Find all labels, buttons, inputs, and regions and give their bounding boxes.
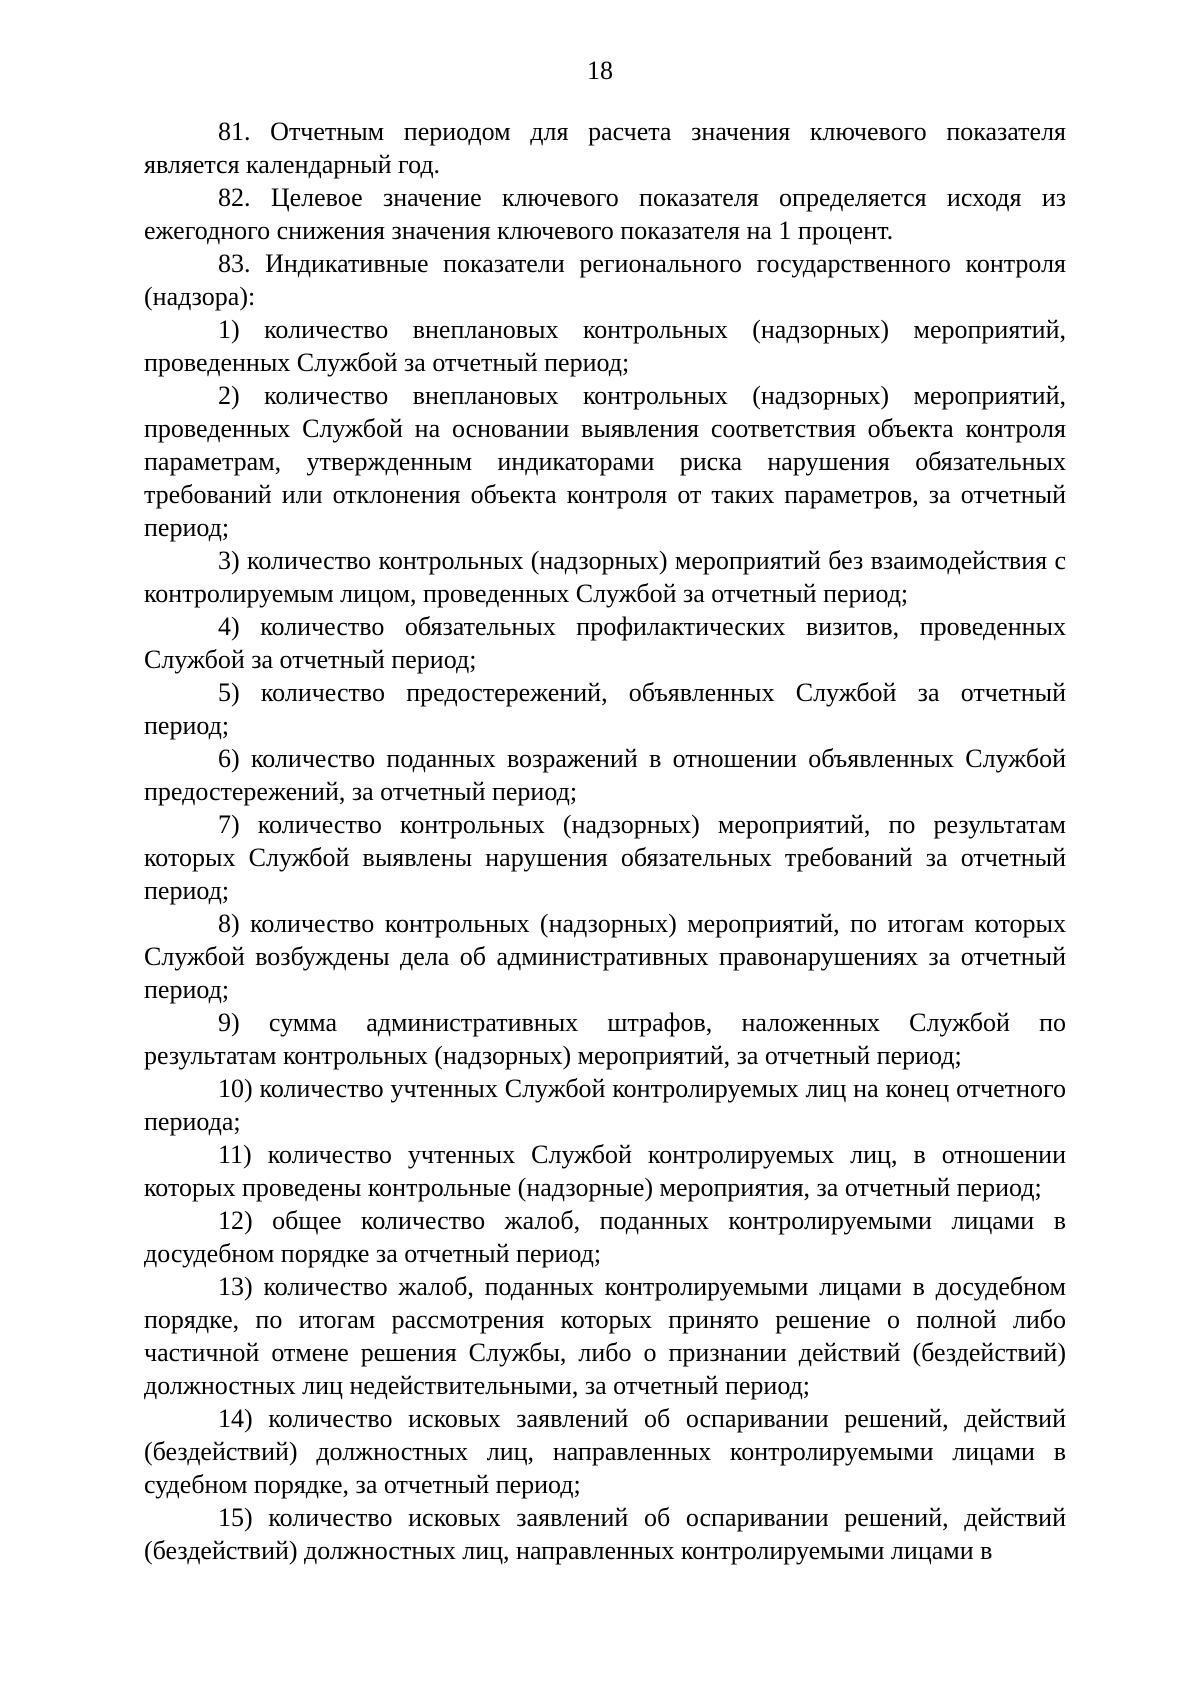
list-item-5: 5) количество предостережений, объявленных Службой за отчетный период; (144, 678, 1066, 740)
paragraph-82: 82. Целевое значение ключевого показателя определяется исходя из ежегодного снижения значения ключевого показателя на 1 процент. (144, 183, 1066, 245)
page-number: 18 (587, 56, 613, 85)
list-item-13: 13) количество жалоб, поданных контролируемыми лицами в досудебном порядке, по итогам рассмотрения которых принято решение о полной либо частичной отмене решения Службы, либо о признании действий (бездействий) должностных лиц недействительными, за отчетный период; (144, 1272, 1066, 1400)
list-item-12: 12) общее количество жалоб, поданных контролируемыми лицами в досудебном порядке за отчетный период; (144, 1206, 1066, 1268)
list-item-1: 1) количество внеплановых контрольных (надзорных) мероприятий, проведенных Службой за отчетный период; (144, 315, 1066, 377)
list-item-10: 10) количество учтенных Службой контролируемых лиц на конец отчетного периода; (144, 1074, 1066, 1136)
list-item-4: 4) количество обязательных профилактических визитов, проведенных Службой за отчетный период; (144, 612, 1066, 674)
paragraph-81: 81. Отчетным периодом для расчета значения ключевого показателя является календарный год. (144, 117, 1066, 179)
list-item-3: 3) количество контрольных (надзорных) мероприятий без взаимодействия с контролируемым лицом, проведенных Службой за отчетный период; (144, 546, 1066, 608)
paragraph-83: 83. Индикативные показатели регионального государственного контроля (надзора): (144, 249, 1066, 311)
document-body (144, 115, 1066, 1567)
list-item-2: 2) количество внеплановых контрольных (надзорных) мероприятий, проведенных Службой на основании выявления соответствия объекта контроля параметрам, утвержденным индикаторами риска нарушения обязательных требований или отклонения объекта контроля от таких параметров, за отчетный период; (144, 381, 1066, 542)
list-item-6: 6) количество поданных возражений в отношении объявленных Службой предостережений, за отчетный период; (144, 744, 1066, 806)
list-item-11: 11) количество учтенных Службой контролируемых лиц, в отношении которых проведены контрольные (надзорные) мероприятия, за отчетный период; (144, 1140, 1066, 1202)
list-item-15: 15) количество исковых заявлений об оспаривании решений, действий (бездействий) должностных лиц, направленных контролируемыми лицами в (144, 1503, 1066, 1565)
list-item-7: 7) количество контрольных (надзорных) мероприятий, по результатам которых Службой выявлены нарушения обязательных требований за отчетный период; (144, 810, 1066, 905)
list-item-8: 8) количество контрольных (надзорных) мероприятий, по итогам которых Службой возбуждены дела об административных правонарушениях за отчетный период; (144, 909, 1066, 1004)
list-item-9: 9) сумма административных штрафов, наложенных Службой по результатам контрольных (надзорных) мероприятий, за отчетный период; (144, 1008, 1066, 1070)
list-item-14: 14) количество исковых заявлений об оспаривании решений, действий (бездействий) должностных лиц, направленных контролируемыми лицами в судебном порядке, за отчетный период; (144, 1404, 1066, 1499)
